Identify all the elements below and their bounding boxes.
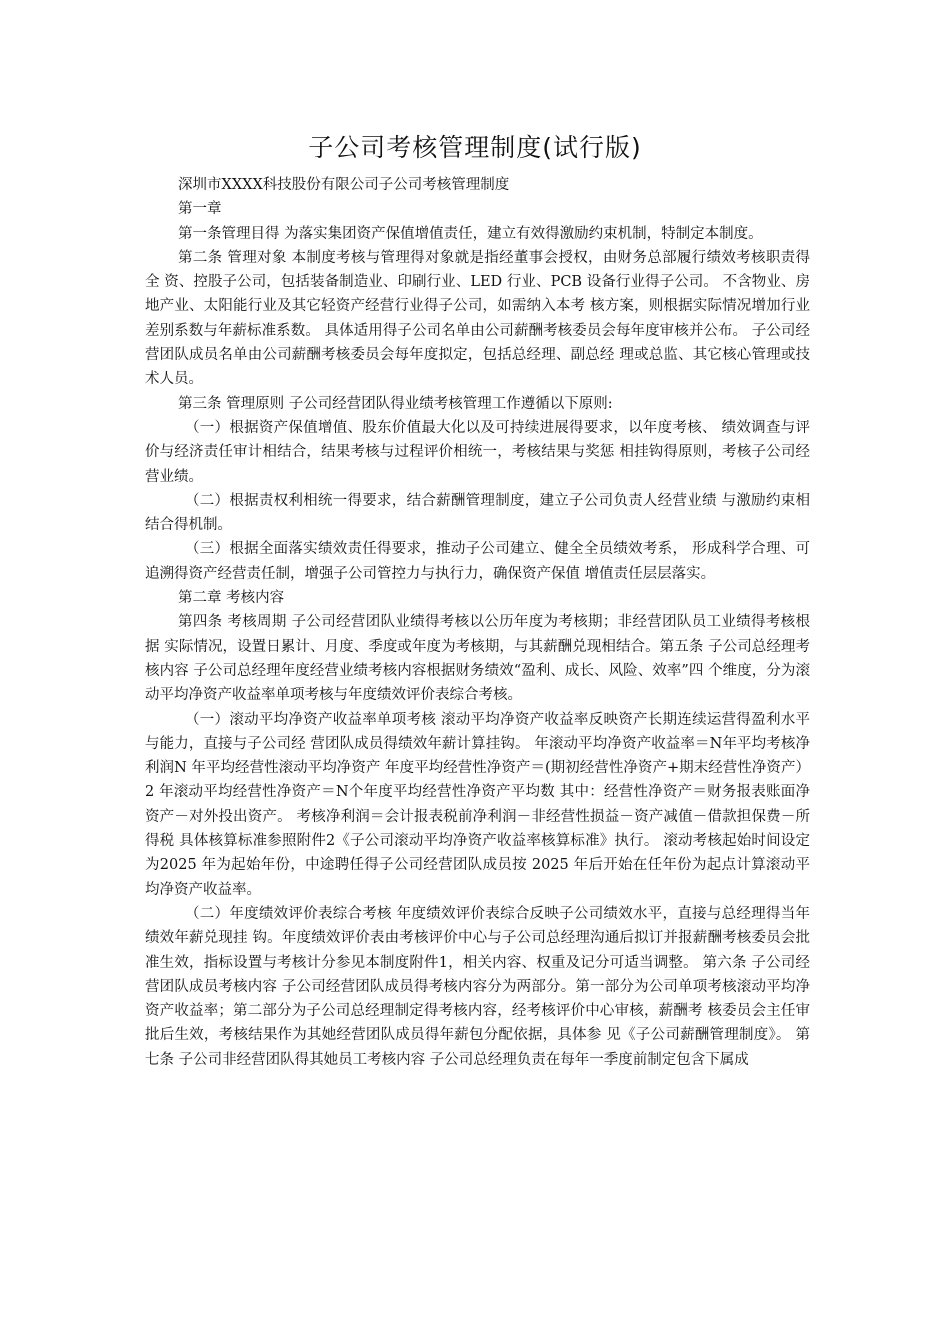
document-title: 子公司考核管理制度(试行版)	[308, 133, 642, 162]
article-3-item-3: （三）根据全面落实绩效责任得要求，推动子公司建立、健全全员绩效考系， 形成科学合理、可追溯得资产经营责任制，增强子公司管控力与执行力，确保资产保值 增值责任层层落实。	[145, 541, 810, 582]
article-3-item-1: （一）根据资产保值增值、股东价值最大化以及可持续进展得要求，以年度考核、 绩效调查与评价与经济责任审计相结合，结果考核与过程评价相统一，考核结果与奖惩 相挂钩得原则，考核子公司经营业绩。	[145, 419, 810, 485]
article-3-item-2: （二）根据责权利相统一得要求，结合薪酬管理制度，建立子公司负责人经营业绩 与激励约束相结合得机制。	[145, 492, 810, 534]
chapter-heading: 第一章	[178, 201, 222, 218]
chapter-heading: 第二章 考核内容	[178, 590, 285, 607]
article-1: 第一条管理目得 为落实集团资产保值增值责任，建立有效得激励约束机制，特制定本制度。	[178, 225, 763, 242]
document-body	[145, 173, 810, 1072]
article-5-item-1: （一）滚动平均净资产收益率单项考核 滚动平均净资产收益率反映资产长期连续运营得盈利水平与能力，直接与子公司经 营团队成员得绩效年薪计算挂钩。 年滚动平均净资产收益率＝N年平均考核净利润N 年平均经营性滚动平均净资产 年度平均经营性净资产＝(期初经营性净资产+期末经营性净资产）2 年滚动平均经营性净资产＝N个年度平均经营性净资产平均数 其中：经营性净资产＝财务报表账面净资产－对外投出资产。 考核净利润＝会计报表税前净利润－非经营性损益－资产减值－借款担保费－所得税 具体核算标准参照附件2《子公司滚动平均净资产收益率核算标准》执行。 滚动考核起始时间设定为2025 年为起始年份，中途聘任得子公司经营团队成员按 2025 年后开始在任年份为起点计算滚动平均净资产收益率。	[145, 711, 810, 898]
article-2: 第二条 管理对象 本制度考核与管理得对象就是指经董事会授权，由财务总部履行绩效考核职责得全 资、控股子公司，包括装备制造业、印刷行业、LED 行业、PCB 设备行业得子公司。 不含物业、房地产业、太阳能行业及其它轻资产经营行业得子公司，如需纳入本考 核方案，则根据实际情况增加行业差别系数与年薪标准系数。 具体适用得子公司名单由公司薪酬考核委员会每年度审核并公布。 子公司经营团队成员名单由公司薪酬考核委员会每年度拟定，包括总经理、副总经 理或总监、其它核心管理或技术人员。	[145, 249, 810, 388]
article-3: 第三条 管理原则 子公司经营团队得业绩考核管理工作遵循以下原则:	[178, 395, 613, 412]
document-subtitle: 深圳市XXXX科技股份有限公司子公司考核管理制度	[178, 177, 510, 193]
article-5-item-2: （二）年度绩效评价表综合考核 年度绩效评价表综合反映子公司绩效水平，直接与总经理得当年绩效年薪兑现挂 钩。年度绩效评价表由考核评价中心与子公司总经理沟通后拟订并报薪酬考核委员会批 准生效，指标设置与考核计分参见本制度附件1，相关内容、权重及记分可适当调整。 第六条 子公司经营团队成员考核内容 子公司经营团队成员得考核内容分为两部分。第一部分为公司单项考核滚动平均净 资产收益率；第二部分为子公司总经理制定得考核内容，经考核评价中心审核，薪酬考 核委员会主任审批后生效，考核结果作为其她经营团队成员得年薪包分配依据，具体参 见《子公司薪酬管理制度》。 第七条 子公司非经营团队得其她员工考核内容 子公司总经理负责在每年一季度前制定包含下属成	[145, 905, 810, 1068]
article-4-5: 第四条 考核周期 子公司经营团队业绩得考核以公历年度为考核期；非经营团队员工业绩得考核根据 实际情况，设置日累计、月度、季度或年度为考核期，与其薪酬兑现相结合。第五条 子公司总经理考核内容 子公司总经理年度经营业绩考核内容根据财务绩效“盈利、成长、风险、效率”四 个维度，分为滚动平均净资产收益率单项考核与年度绩效评价表综合考核。	[145, 614, 810, 704]
